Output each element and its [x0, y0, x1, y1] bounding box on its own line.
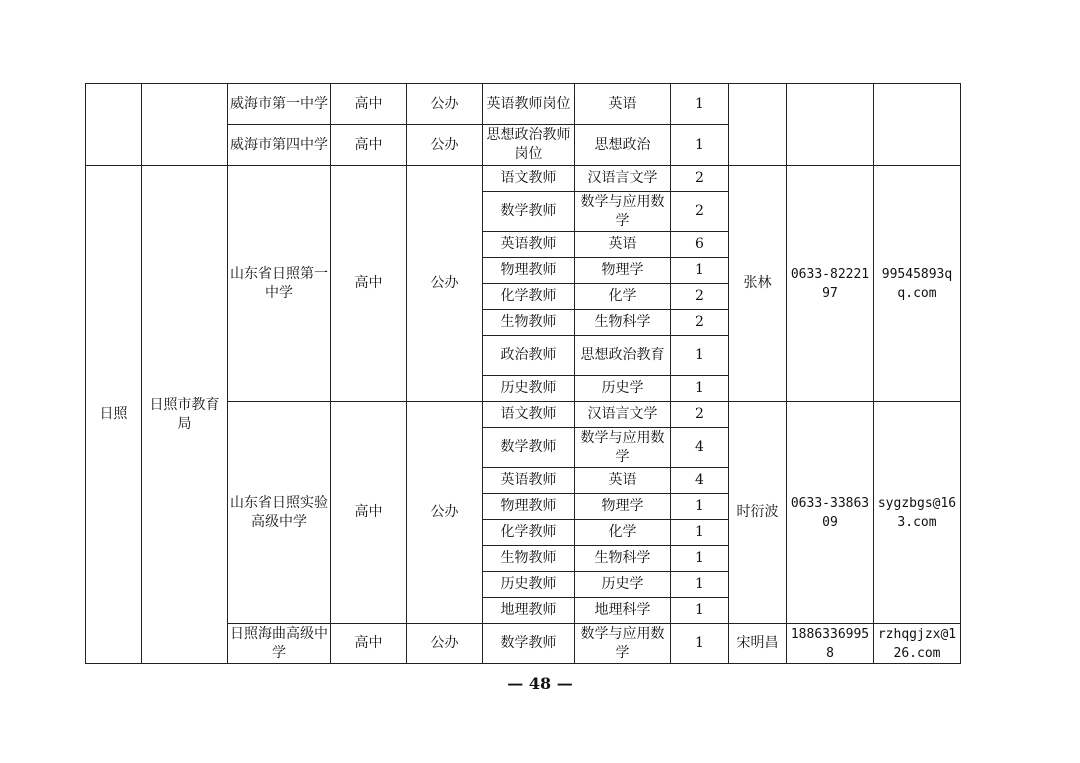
post-name: 语文教师 — [483, 166, 575, 192]
school-type: 公办 — [407, 624, 483, 664]
post-count: 1 — [671, 125, 729, 166]
subject-name: 物理学 — [575, 258, 671, 284]
school-name: 日照海曲高级中学 — [228, 624, 331, 664]
school-stage: 高中 — [331, 84, 407, 125]
contact-phone: 18863369958 — [787, 624, 874, 664]
empty-city-cell — [86, 84, 142, 166]
school-name: 威海市第一中学 — [228, 84, 331, 125]
subject-name: 英语 — [575, 468, 671, 494]
subject-name: 数学与应用数学 — [575, 192, 671, 232]
school-stage: 高中 — [331, 402, 407, 624]
empty-contact-cell — [729, 84, 787, 166]
post-count: 1 — [671, 84, 729, 125]
post-count: 1 — [671, 336, 729, 376]
city-name: 日照 — [86, 166, 142, 664]
table-row — [86, 84, 961, 125]
bureau-name: 日照市教育局 — [142, 166, 228, 664]
school-stage: 高中 — [331, 166, 407, 402]
subject-name: 化学 — [575, 284, 671, 310]
subject-name: 思想政治 — [575, 125, 671, 166]
post-name: 化学教师 — [483, 284, 575, 310]
post-count: 1 — [671, 624, 729, 664]
school-name: 山东省日照第一中学 — [228, 166, 331, 402]
subject-name: 生物科学 — [575, 546, 671, 572]
subject-name: 历史学 — [575, 376, 671, 402]
contact-email: sygzbgs@163.com — [874, 402, 961, 624]
subject-name: 生物科学 — [575, 310, 671, 336]
post-count: 4 — [671, 468, 729, 494]
post-count: 1 — [671, 546, 729, 572]
school-name: 威海市第四中学 — [228, 125, 331, 166]
post-name: 生物教师 — [483, 310, 575, 336]
post-name: 英语教师岗位 — [483, 84, 575, 125]
subject-name: 汉语言文学 — [575, 166, 671, 192]
post-name: 数学教师 — [483, 428, 575, 468]
subject-name: 思想政治教育 — [575, 336, 671, 376]
post-name: 化学教师 — [483, 520, 575, 546]
post-name: 地理教师 — [483, 598, 575, 624]
contact-email: 99545893qq.com — [874, 166, 961, 402]
post-name: 生物教师 — [483, 546, 575, 572]
post-count: 2 — [671, 310, 729, 336]
contact-person: 时衍波 — [729, 402, 787, 624]
post-count: 1 — [671, 258, 729, 284]
empty-bureau-cell — [142, 84, 228, 166]
school-name: 山东省日照实验高级中学 — [228, 402, 331, 624]
post-count: 2 — [671, 402, 729, 428]
subject-name: 英语 — [575, 84, 671, 125]
post-name: 语文教师 — [483, 402, 575, 428]
contact-email: rzhqgjzx@126.com — [874, 624, 961, 664]
post-count: 1 — [671, 572, 729, 598]
post-name: 数学教师 — [483, 624, 575, 664]
subject-name: 历史学 — [575, 572, 671, 598]
subject-name: 数学与应用数学 — [575, 428, 671, 468]
contact-phone: 0633-8222197 — [787, 166, 874, 402]
post-count: 1 — [671, 520, 729, 546]
contact-person: 宋明昌 — [729, 624, 787, 664]
post-count: 2 — [671, 166, 729, 192]
subject-name: 地理科学 — [575, 598, 671, 624]
page-number: — 48 — — [507, 674, 573, 693]
post-count: 2 — [671, 284, 729, 310]
table-row — [86, 166, 961, 192]
post-count: 2 — [671, 192, 729, 232]
post-name: 思想政治教师岗位 — [483, 125, 575, 166]
post-name: 数学教师 — [483, 192, 575, 232]
school-type: 公办 — [407, 84, 483, 125]
contact-phone: 0633-3386309 — [787, 402, 874, 624]
subject-name: 英语 — [575, 232, 671, 258]
post-name: 物理教师 — [483, 494, 575, 520]
subject-name: 汉语言文学 — [575, 402, 671, 428]
post-count: 1 — [671, 598, 729, 624]
empty-email-cell — [874, 84, 961, 166]
subject-name: 物理学 — [575, 494, 671, 520]
post-name: 英语教师 — [483, 468, 575, 494]
school-type: 公办 — [407, 125, 483, 166]
subject-name: 化学 — [575, 520, 671, 546]
post-name: 英语教师 — [483, 232, 575, 258]
subject-name: 数学与应用数学 — [575, 624, 671, 664]
post-count: 6 — [671, 232, 729, 258]
recruitment-table — [85, 83, 961, 664]
contact-person: 张林 — [729, 166, 787, 402]
post-name: 历史教师 — [483, 376, 575, 402]
post-count: 4 — [671, 428, 729, 468]
school-stage: 高中 — [331, 125, 407, 166]
post-name: 历史教师 — [483, 572, 575, 598]
post-count: 1 — [671, 376, 729, 402]
school-type: 公办 — [407, 402, 483, 624]
post-name: 政治教师 — [483, 336, 575, 376]
school-type: 公办 — [407, 166, 483, 402]
post-count: 1 — [671, 494, 729, 520]
post-name: 物理教师 — [483, 258, 575, 284]
empty-phone-cell — [787, 84, 874, 166]
school-stage: 高中 — [331, 624, 407, 664]
